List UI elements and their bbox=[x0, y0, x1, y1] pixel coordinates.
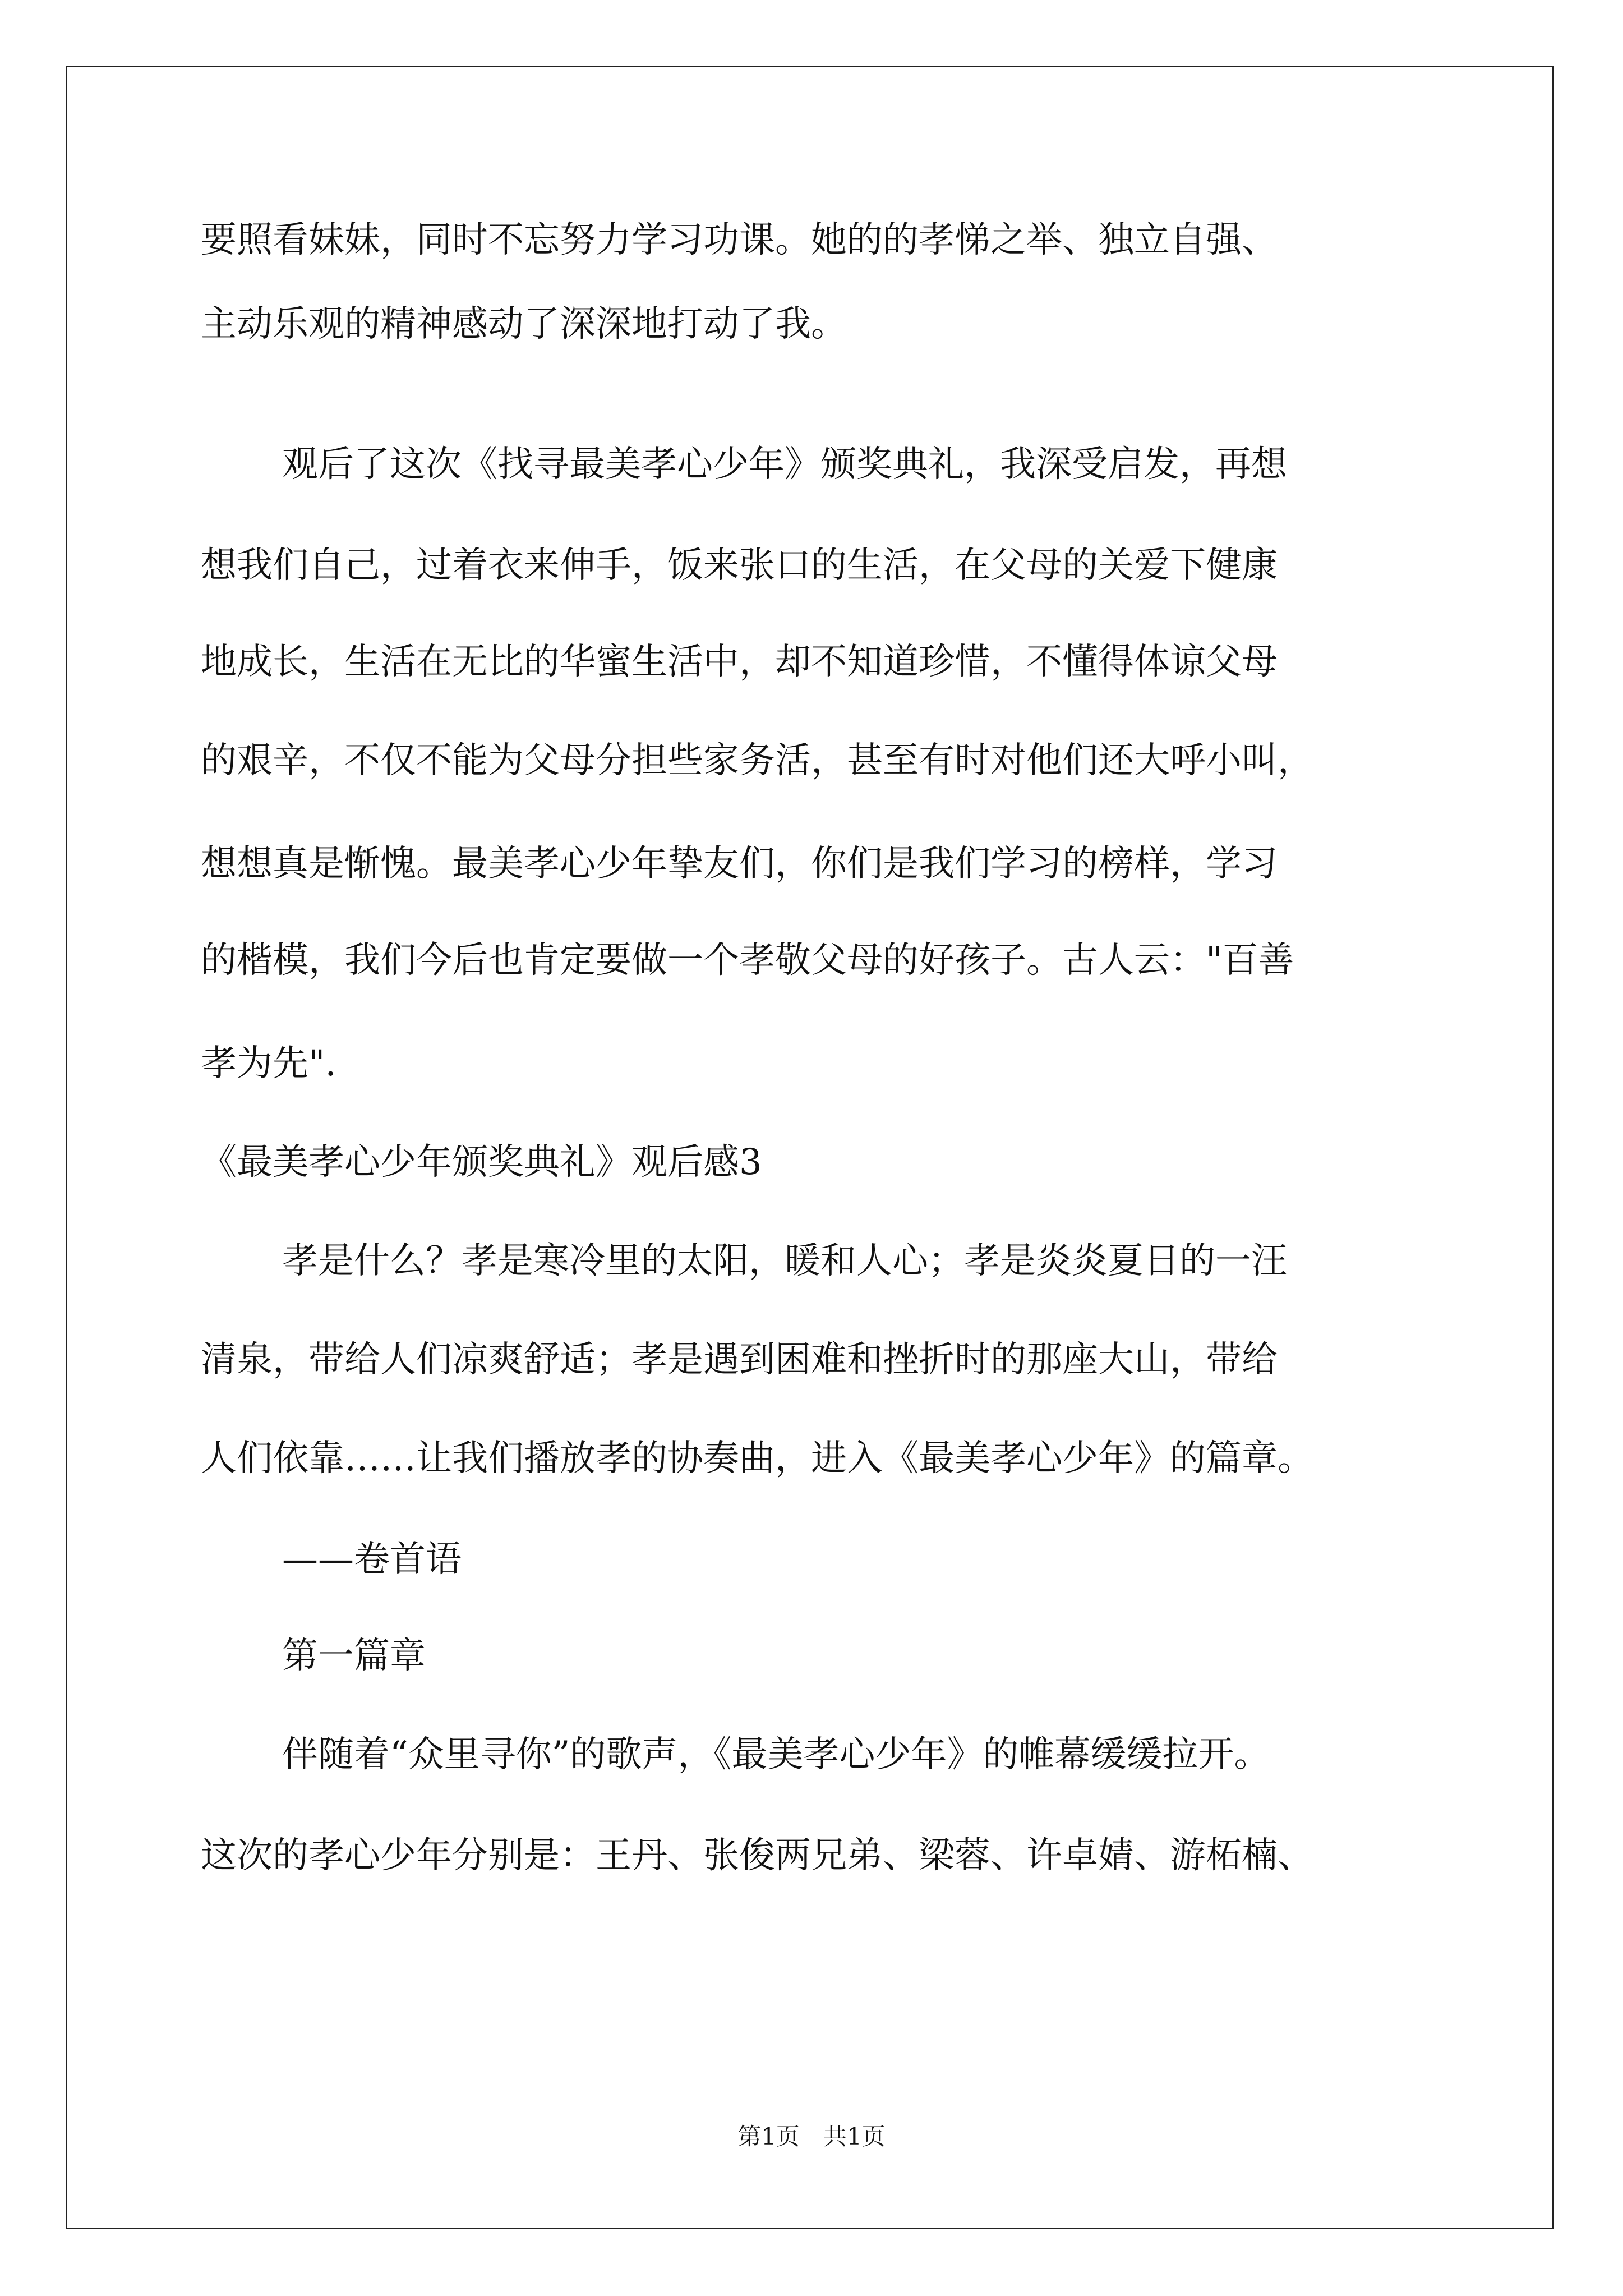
text-line: 这次的孝心少年分别是：王丹、张俊两兄弟、梁蓉、许卓婧、游柘楠、 bbox=[201, 1835, 1313, 1876]
text-line: 想想真是惭愧。最美孝心少年挚友们，你们是我们学习的榜样，学习 bbox=[201, 843, 1278, 885]
text-line: 主动乐观的精神感动了深深地打动了我。 bbox=[201, 303, 847, 345]
paragraph-start-line: 伴随着“众里寻你”的歌声，《最美孝心少年》的帷幕缓缓拉开。 bbox=[282, 1734, 1270, 1775]
paragraph-start-line: 孝是什么？孝是寒冷里的太阳，暖和人心；孝是炎炎夏日的一汪 bbox=[282, 1240, 1287, 1282]
text-line: 人们依靠……让我们播放孝的协奏曲，进入《最美孝心少年》的篇章。 bbox=[201, 1438, 1313, 1479]
text-line: 清泉，带给人们凉爽舒适；孝是遇到困难和挫折时的那座大山，带给 bbox=[201, 1339, 1278, 1381]
chapter-title: 第一篇章 bbox=[282, 1635, 426, 1677]
text-line: 的楷模，我们今后也肯定要做一个孝敬父母的好孩子。古人云："百善 bbox=[201, 940, 1294, 981]
text-line: 要照看妹妹，同时不忘努力学习功课。她的的孝悌之举、独立自强、 bbox=[201, 219, 1278, 261]
text-line: 地成长，生活在无比的华蜜生活中，却不知道珍惜，不懂得体谅父母 bbox=[201, 641, 1278, 683]
page-footer: 第1页 共1页 bbox=[737, 2123, 886, 2150]
text-line: 想我们自己，过着衣来伸手，饭来张口的生活，在父母的关爱下健康 bbox=[201, 545, 1278, 586]
paragraph-start-line: 观后了这次《找寻最美孝心少年》颁奖典礼，我深受启发，再想 bbox=[282, 444, 1287, 485]
section-heading: 《最美孝心少年颁奖典礼》观后感3 bbox=[201, 1142, 762, 1183]
text-line: 的艰辛，不仅不能为父母分担些家务活，甚至有时对他们还大呼小叫， bbox=[201, 740, 1313, 781]
epigraph-attribution: ——卷首语 bbox=[282, 1539, 462, 1580]
text-line: 孝为先". bbox=[201, 1043, 336, 1084]
